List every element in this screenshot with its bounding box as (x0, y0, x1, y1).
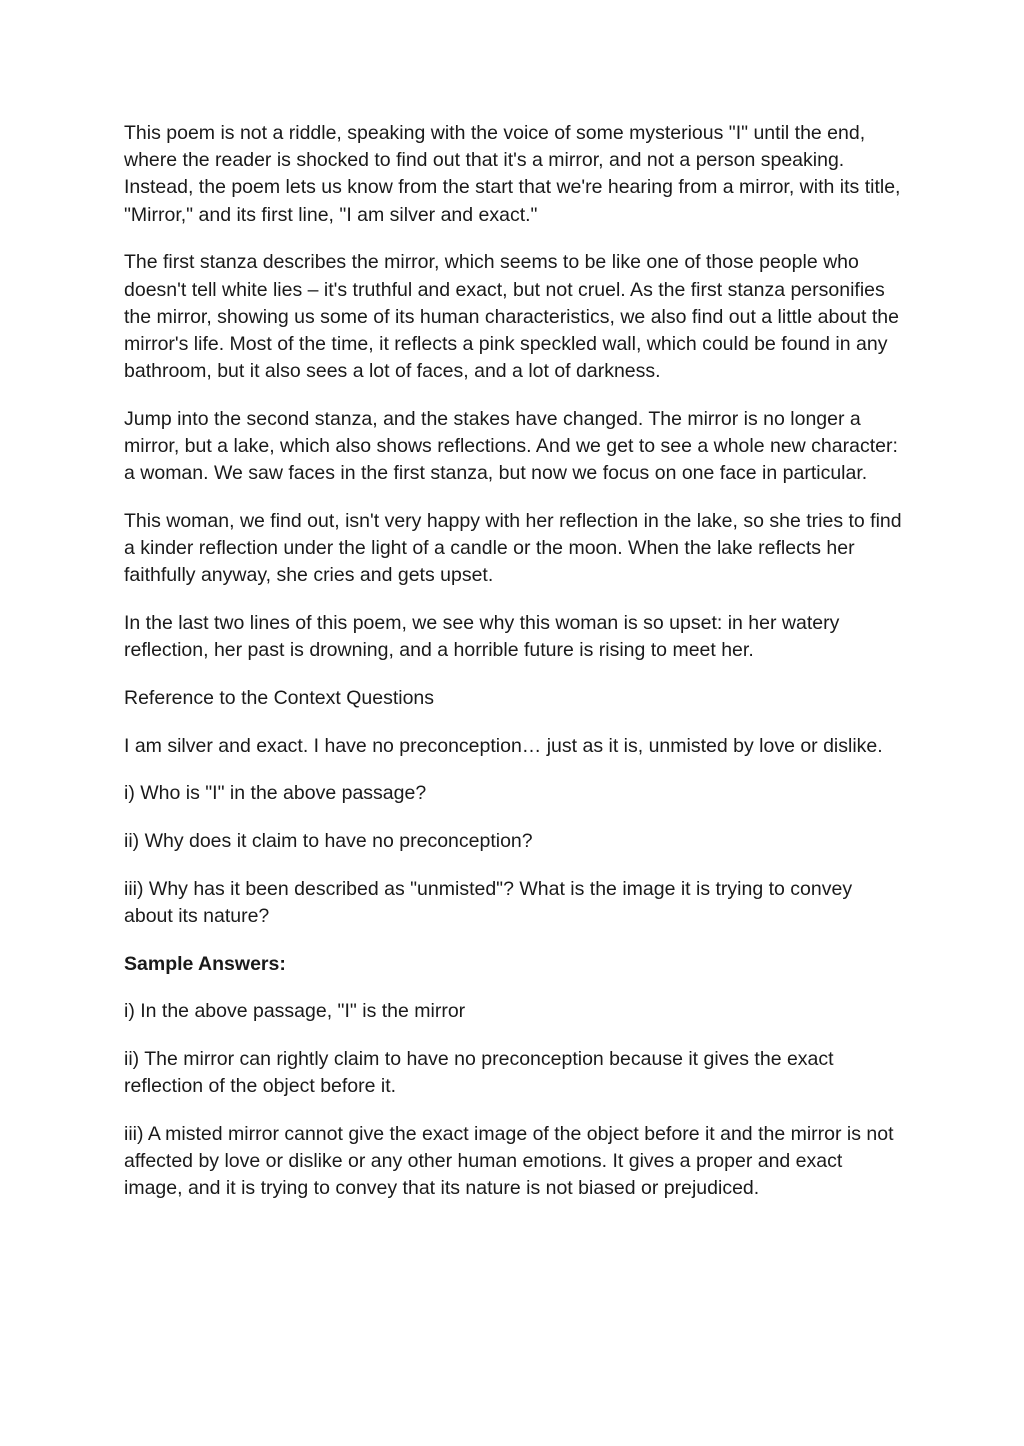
document-page (124, 120, 904, 1223)
questions-heading: Reference to the Context Questions (124, 686, 435, 709)
context-passage: I am silver and exact. I have no preconception… just as it is, unmisted by love or dislike. (124, 734, 883, 757)
question-2: ii) Why does it claim to have no preconception? (124, 830, 533, 853)
summary-paragraph-2: The first stanza describes the mirror, which seems to be like one of those people who doesn't tell white lies – it's truthful and exact, but not cruel. As the first stanza personifies the mirror, showing us some of its human characteristics, we also find out a little about the mirror's life. Most of the time, it reflects a pink speckled wall, which could be found in any bathroom, but it also sees a lot of faces, and a lot of darkness. (124, 251, 899, 383)
question-1: i) Who is "I" in the above passage? (124, 782, 427, 805)
summary-paragraph-4: This woman, we find out, isn't very happy with her reflection in the lake, so she tries to find a kinder reflection under the light of a candle or the moon. When the lake reflects her faithfully anyway, she cries and gets upset. (124, 509, 902, 587)
question-3: iii) Why has it been described as "unmisted"? What is the image it is trying to convey about its nature? (124, 877, 853, 927)
answer-1: i) In the above passage, "I" is the mirror (124, 1000, 466, 1023)
summary-paragraph-1: This poem is not a riddle, speaking with the voice of some mysterious "I" until the end, where the reader is shocked to find out that it's a mirror, and not a person speaking. Instead, the poem lets us know from the start that we're hearing from a mirror, with its title, "Mirror," and its first line, "I am silver and exact." (124, 122, 901, 226)
summary-paragraph-3: Jump into the second stanza, and the stakes have changed. The mirror is no longer a mirror, but a lake, which also shows reflections. And we get to see a whole new character: a woman. We saw faces in the first stanza, but now we focus on one face in particular. (124, 407, 898, 485)
summary-paragraph-5: In the last two lines of this poem, we see why this woman is so upset: in her watery reflection, her past is drowning, and a horrible future is rising to meet her. (124, 612, 840, 662)
answer-2: ii) The mirror can rightly claim to have no preconception because it gives the exact reflection of the object before it. (124, 1048, 834, 1098)
answers-heading: Sample Answers: (124, 952, 286, 975)
answer-3: iii) A misted mirror cannot give the exact image of the object before it and the mirror is not affected by love or dislike or any other human emotions. It gives a proper and exact image, and it is trying to convey that its nature is not biased or prejudiced. (124, 1122, 894, 1200)
